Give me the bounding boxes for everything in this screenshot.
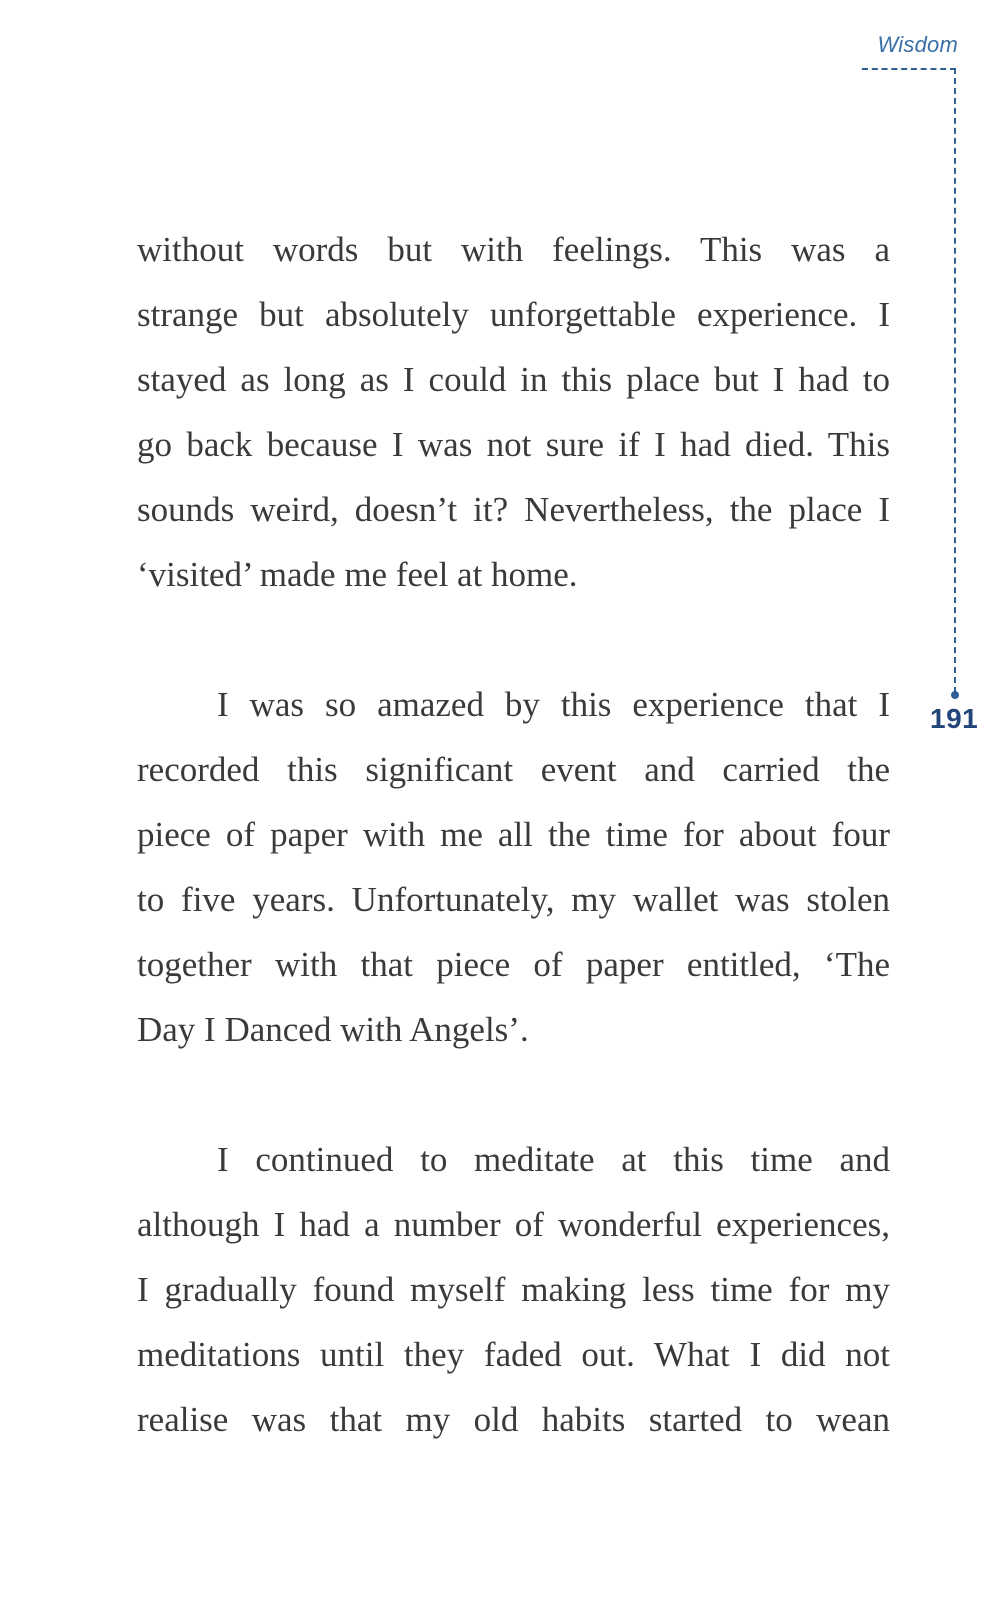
header-dashed-rule [862,68,956,70]
text-line: together with that piece of paper entitled, ‘The [137,945,890,984]
text-line: piece of paper with me all the time for about four [137,815,890,854]
text-line: ‘visited’ made me feel at home. [137,555,578,594]
paragraph-gap [137,1062,890,1127]
body-text [137,217,890,1452]
rule-end-dot [951,691,959,699]
text-line: although I had a number of wonderful experiences, [137,1205,890,1244]
text-line: I was so amazed by this experience that I [217,685,890,724]
text-line: sounds weird, doesn’t it? Nevertheless, the place I [137,490,890,529]
text-line: without words but with feelings. This was a [137,230,890,269]
paragraph-3 [137,1127,890,1452]
text-line: strange but absolutely unforgettable experience. I [137,295,890,334]
text-line: recorded this significant event and carried the [137,750,890,789]
running-head-title: Wisdom [877,32,958,57]
text-line: go back because I was not sure if I had died. This [137,425,890,464]
page-number: 191 [930,703,979,734]
text-line: stayed as long as I could in this place but I had to [137,360,890,399]
text-line: Day I Danced with Angels’. [137,1010,529,1049]
text-line: I continued to meditate at this time and [217,1140,890,1179]
text-line: I gradually found myself making less time for my [137,1270,890,1309]
text-line: meditations until they faded out. What I did not [137,1335,890,1374]
paragraph-1 [137,217,890,607]
text-line: to five years. Unfortunately, my wallet was stolen [137,880,890,919]
paragraph-2 [137,672,890,1062]
text-line: realise was that my old habits started to wean [137,1400,890,1439]
paragraph-gap [137,607,890,672]
margin-dashed-rule [954,68,956,693]
